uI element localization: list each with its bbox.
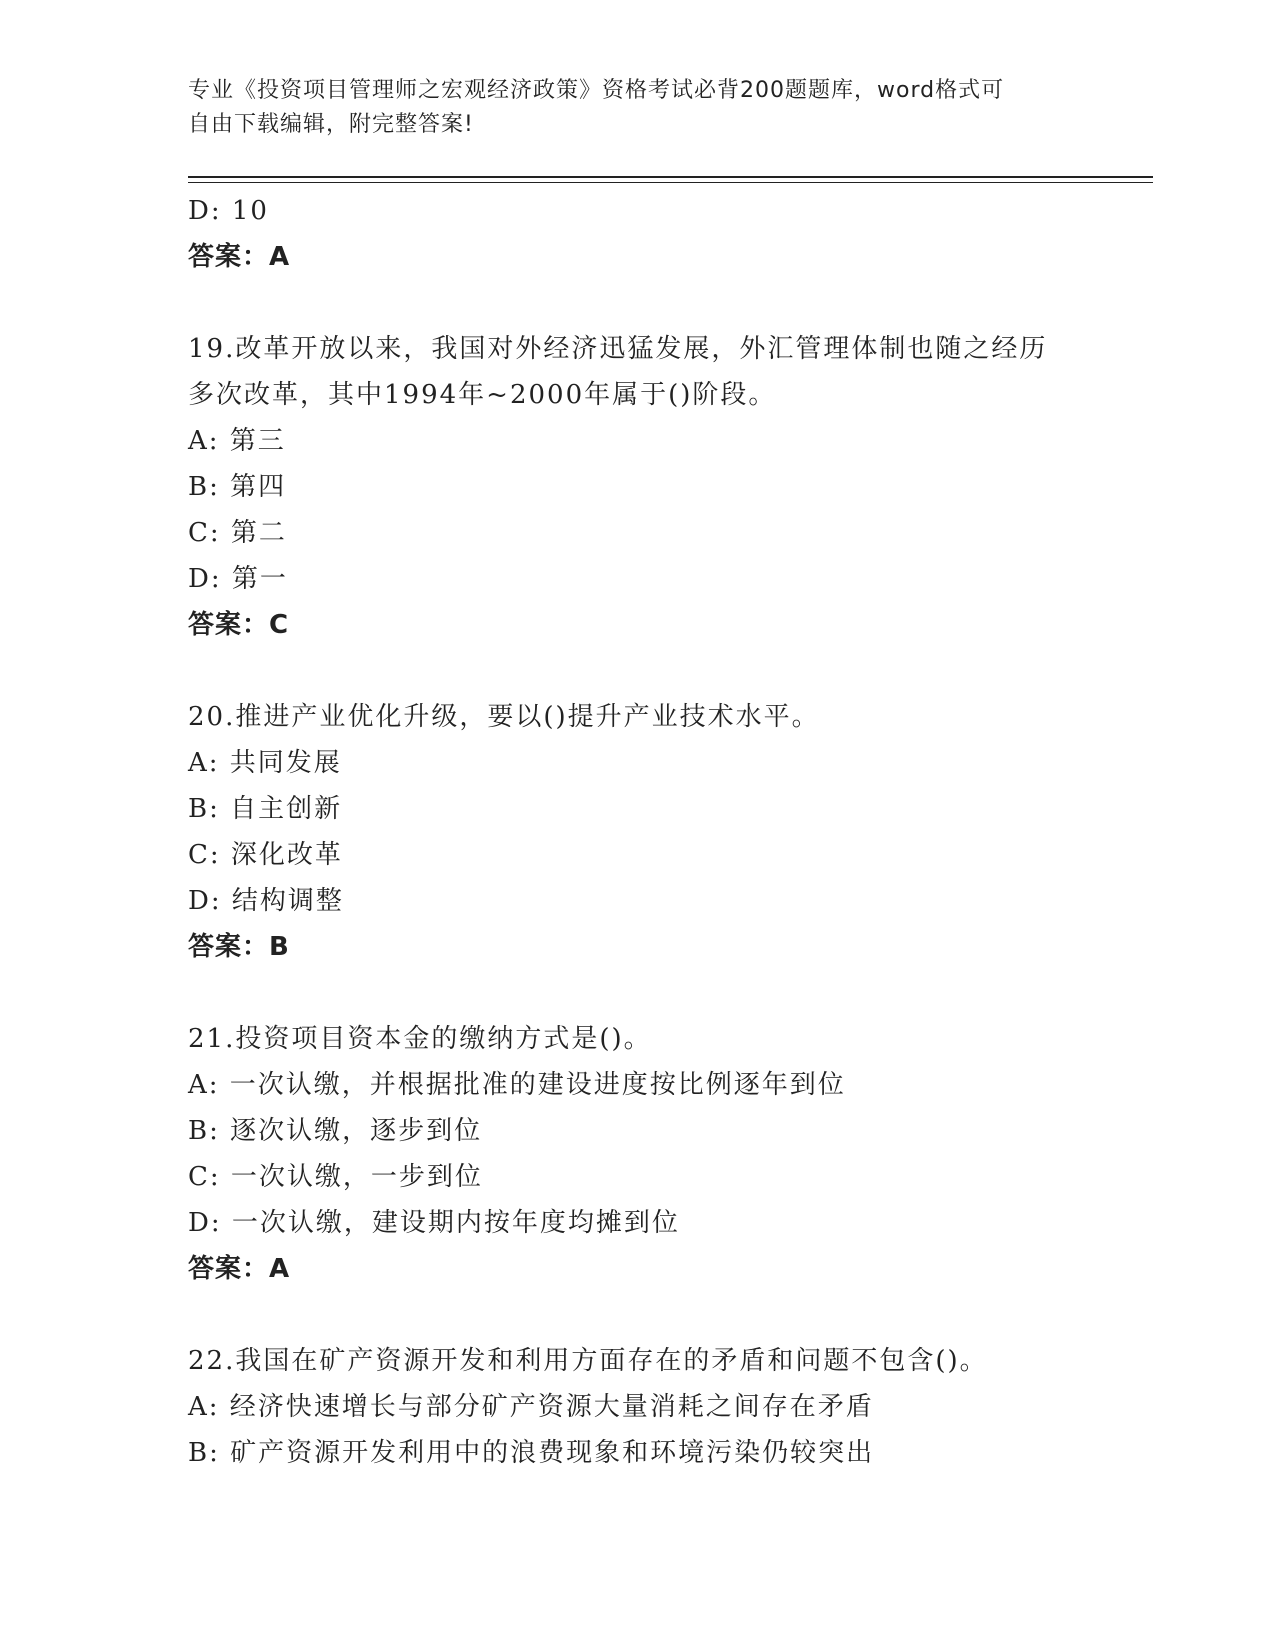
spacer <box>188 1292 1108 1338</box>
header-divider-thick <box>188 176 1153 178</box>
option-c: C: 一次认缴，一步到位 <box>188 1162 483 1192</box>
header-line-2: 自由下载编辑，附完整答案! <box>188 112 474 137</box>
option-b: B: 逐次认缴，逐步到位 <box>188 1116 483 1146</box>
answer-label: 答案：A <box>188 1254 291 1284</box>
option-c: C: 第二 <box>188 518 287 548</box>
option-b: B: 自主创新 <box>188 794 343 824</box>
document-header <box>188 74 1088 142</box>
answer-label: 答案：B <box>188 932 290 962</box>
option-c: C: 深化改革 <box>188 840 343 870</box>
option-a: A: 共同发展 <box>188 748 342 778</box>
spacer <box>188 280 1108 326</box>
option-b: B: 矿产资源开发利用中的浪费现象和环境污染仍较突出 <box>188 1438 875 1468</box>
option-a: A: 经济快速增长与部分矿产资源大量消耗之间存在矛盾 <box>188 1392 874 1422</box>
question-20 <box>188 694 1108 970</box>
option-a: A: 第三 <box>188 426 286 456</box>
answer-label: 答案：A <box>188 242 291 272</box>
question-list <box>188 188 1108 1476</box>
option-a: A: 一次认缴，并根据批准的建设进度按比例逐年到位 <box>188 1070 846 1100</box>
question-text: 20.推进产业优化升级，要以()提升产业技术水平。 <box>188 702 820 732</box>
question-22 <box>188 1338 1108 1476</box>
option-d: D: 结构调整 <box>188 886 344 916</box>
header-divider-thin <box>188 182 1153 183</box>
answer-label: 答案：C <box>188 610 290 640</box>
option-d: D: 第一 <box>188 564 288 594</box>
header-line-1: 专业《投资项目管理师之宏观经济政策》资格考试必背200题题库，word格式可 <box>188 78 1005 103</box>
option-d: D: 10 <box>188 196 269 226</box>
option-d: D: 一次认缴，建设期内按年度均摊到位 <box>188 1208 680 1238</box>
question-19 <box>188 326 1108 648</box>
question-text: 19.改革开放以来，我国对外经济迅猛发展，外汇管理体制也随之经历 <box>188 334 1048 364</box>
question-text: 多次改革，其中1994年~2000年属于()阶段。 <box>188 380 777 410</box>
question-text: 22.我国在矿产资源开发和利用方面存在的矛盾和问题不包含()。 <box>188 1346 988 1376</box>
question-21 <box>188 1016 1108 1292</box>
spacer <box>188 970 1108 1016</box>
spacer <box>188 648 1108 694</box>
question-text: 21.投资项目资本金的缴纳方式是()。 <box>188 1024 652 1054</box>
option-b: B: 第四 <box>188 472 287 502</box>
